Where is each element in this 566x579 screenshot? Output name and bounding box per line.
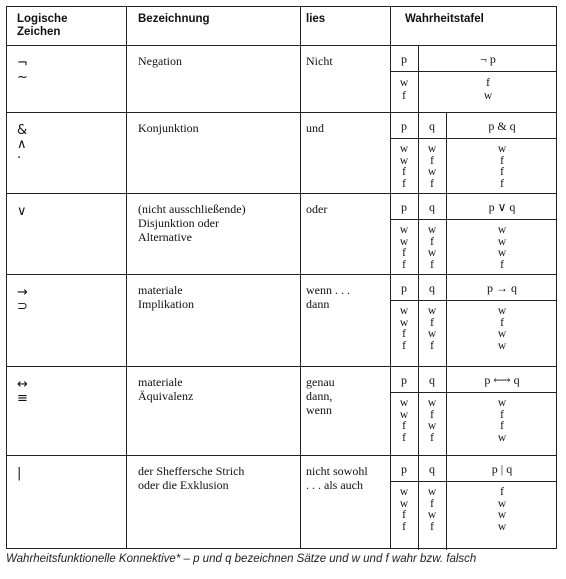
connective-row xyxy=(7,275,556,367)
truth-value: w xyxy=(497,328,507,340)
truth-value: f xyxy=(430,339,434,352)
truth-value: f xyxy=(402,431,406,444)
header-reading: lies xyxy=(306,13,326,25)
truth-value: f xyxy=(500,486,504,498)
truth-value: f xyxy=(430,154,434,167)
truth-table-header: p xyxy=(401,373,407,387)
truth-value: w xyxy=(399,305,409,317)
truth-value: w xyxy=(399,397,409,409)
truth-table-header: p & q xyxy=(488,119,516,133)
truth-value: w xyxy=(427,509,437,521)
truth-value: w xyxy=(497,224,507,236)
connective-name: (nicht ausschließende) Disjunktion oder Alternative xyxy=(138,202,246,244)
connective-row xyxy=(7,456,556,550)
truth-value: f xyxy=(402,247,406,259)
truth-table-header: q xyxy=(429,281,435,295)
truth-table-header: p xyxy=(401,52,407,66)
truth-value: w xyxy=(427,305,437,317)
truth-value: f xyxy=(500,408,504,421)
logical-symbol: · xyxy=(17,151,22,166)
truth-value: f xyxy=(402,509,406,521)
logical-symbol: ~ xyxy=(17,70,28,85)
column-divider-1 xyxy=(126,7,127,548)
truth-value: w xyxy=(399,497,409,510)
connective-name: Negation xyxy=(138,54,182,68)
truth-value: w xyxy=(427,328,437,340)
truth-value: w xyxy=(399,143,409,155)
logical-symbol: ∧ xyxy=(17,137,27,152)
truth-value: w xyxy=(399,486,409,498)
logical-symbol: & xyxy=(17,123,28,138)
truth-value: f xyxy=(430,408,434,421)
truth-value: w xyxy=(497,397,507,409)
truth-value: w xyxy=(497,497,507,510)
truth-value: w xyxy=(399,224,409,236)
logical-symbol: ≡ xyxy=(17,391,28,406)
logical-symbol: ↔ xyxy=(17,377,28,392)
truth-value: w xyxy=(399,316,409,329)
truth-table-header: p ∨ q xyxy=(488,200,516,214)
truth-table-header: p → q xyxy=(487,281,517,295)
header-name: Bezeichnung xyxy=(138,13,210,25)
truth-value: w xyxy=(497,520,507,533)
truth-value: f xyxy=(402,339,406,352)
truth-value: w xyxy=(427,397,437,409)
connective-reading: nicht sowohl . . . als auch xyxy=(306,464,368,492)
truth-table-header: q xyxy=(429,462,435,476)
truth-table-header: q xyxy=(429,200,435,214)
truth-table-header: p xyxy=(401,119,407,133)
truth-table-header: p ⟷ q xyxy=(484,373,520,387)
connective-row xyxy=(7,46,556,113)
truth-table-header: p | q xyxy=(491,462,513,476)
connective-reading: wenn . . . dann xyxy=(306,283,350,311)
truth-value: w xyxy=(399,154,409,167)
truth-value: f xyxy=(500,420,504,432)
connective-reading: oder xyxy=(306,202,328,216)
truth-value: w xyxy=(497,305,507,317)
truth-value: w xyxy=(427,166,437,178)
connective-name: Konjunktion xyxy=(138,121,199,135)
truth-value: f xyxy=(430,520,434,533)
truth-value: f xyxy=(500,316,504,329)
truth-table xyxy=(390,367,556,455)
header-truth-table: Wahrheitstafel xyxy=(405,13,484,25)
truth-table xyxy=(390,113,556,193)
header-row xyxy=(7,7,556,46)
truth-table xyxy=(390,46,556,112)
truth-value: w xyxy=(497,509,507,521)
truth-value: f xyxy=(402,90,406,102)
connective-row xyxy=(7,367,556,456)
connective-reading: Nicht xyxy=(306,54,333,68)
truth-value: f xyxy=(430,258,434,271)
connective-name: materiale Implikation xyxy=(138,283,194,311)
caption: Wahrheitsfunktionelle Konnektive* – p und q bezeichnen Sätze und w und f wahr bzw. falsch xyxy=(6,553,477,565)
truth-value: f xyxy=(500,258,504,271)
truth-value: f xyxy=(402,328,406,340)
truth-table xyxy=(390,194,556,274)
column-divider-2 xyxy=(300,7,301,548)
truth-table-header: q xyxy=(429,119,435,133)
truth-value: f xyxy=(430,177,434,190)
truth-value: w xyxy=(497,143,507,155)
logical-symbol: ∨ xyxy=(17,204,27,219)
truth-value: f xyxy=(500,166,504,178)
truth-value: f xyxy=(430,316,434,329)
truth-table-header: p xyxy=(401,281,407,295)
truth-value: w xyxy=(497,235,507,248)
truth-value: w xyxy=(483,90,493,102)
truth-value: f xyxy=(486,77,490,89)
truth-value: w xyxy=(497,247,507,259)
truth-value: f xyxy=(402,520,406,533)
truth-value: w xyxy=(497,339,507,352)
logical-symbol: ⊃ xyxy=(17,299,28,314)
truth-value: f xyxy=(402,177,406,190)
truth-table xyxy=(390,275,556,366)
truth-value: f xyxy=(430,431,434,444)
logical-symbol: → xyxy=(17,285,28,300)
truth-value: w xyxy=(399,408,409,421)
truth-value: f xyxy=(402,258,406,271)
truth-value: w xyxy=(427,486,437,498)
truth-value: w xyxy=(497,431,507,444)
connective-reading: genau dann, wenn xyxy=(306,375,335,417)
connective-reading: und xyxy=(306,121,324,135)
truth-value: f xyxy=(500,177,504,190)
truth-value: w xyxy=(427,143,437,155)
truth-table-header: q xyxy=(429,373,435,387)
truth-value: w xyxy=(427,247,437,259)
truth-table-header: p xyxy=(401,462,407,476)
logical-symbol: ¬ xyxy=(17,56,28,71)
truth-table-document xyxy=(6,6,557,549)
truth-value: w xyxy=(399,77,409,89)
truth-value: f xyxy=(500,154,504,167)
logical-symbol: | xyxy=(17,466,22,481)
connective-name: der Sheffersche Strich oder die Exklusion xyxy=(138,464,245,492)
truth-value: w xyxy=(427,224,437,236)
truth-value: f xyxy=(430,235,434,248)
truth-value: f xyxy=(402,166,406,178)
truth-table-header: ¬ p xyxy=(480,52,496,66)
column-divider-3 xyxy=(390,7,391,548)
header-logical-symbols: Logische Zeichen xyxy=(17,13,68,38)
connective-row xyxy=(7,194,556,275)
connective-name: materiale Äquivalenz xyxy=(138,375,194,403)
truth-value: f xyxy=(402,420,406,432)
truth-value: f xyxy=(430,497,434,510)
connective-row xyxy=(7,113,556,194)
truth-table-header: p xyxy=(401,200,407,214)
truth-value: w xyxy=(399,235,409,248)
truth-value: w xyxy=(427,420,437,432)
truth-table xyxy=(390,456,556,550)
